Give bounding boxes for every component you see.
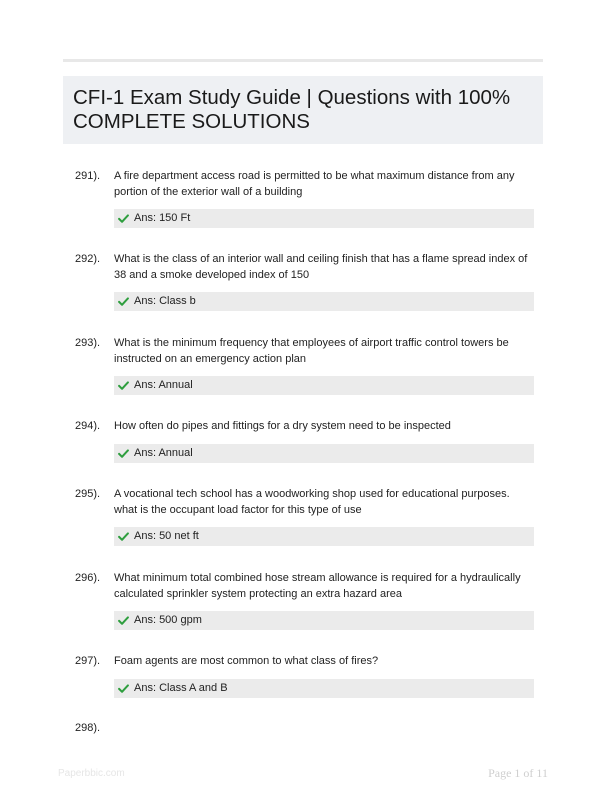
question-number: 293). bbox=[75, 337, 101, 349]
question-text: What is the minimum frequency that employees of airport traffic control towers be instructed on an emergency action plan bbox=[114, 337, 509, 365]
check-icon bbox=[118, 683, 129, 694]
answer-text: Ans: Annual bbox=[134, 447, 193, 459]
answer-box bbox=[114, 209, 534, 228]
question-text: How often do pipes and fittings for a dry system need to be inspected bbox=[114, 420, 451, 432]
check-icon bbox=[118, 380, 129, 391]
check-icon bbox=[118, 448, 129, 459]
answer-box bbox=[114, 444, 534, 463]
question-text: A fire department access road is permitted to be what maximum distance from any portion of the exterior wall of a building bbox=[114, 170, 515, 198]
check-icon bbox=[118, 213, 129, 224]
question-text: What is the class of an interior wall and ceiling finish that has a flame spread index of 38 and a smoke developed index of 150 bbox=[114, 253, 528, 281]
answer-box bbox=[114, 376, 534, 395]
footer-watermark: Paperbbic.com bbox=[58, 768, 125, 779]
question-text: What minimum total combined hose stream allowance is required for a hydraulically calculated sprinkler system protecting an extra hazard area bbox=[114, 572, 521, 600]
answer-text: Ans: 500 gpm bbox=[134, 614, 202, 626]
check-icon bbox=[118, 531, 129, 542]
question-number: 294). bbox=[75, 420, 101, 432]
question-number: 296). bbox=[75, 572, 101, 584]
answer-text: Ans: Class b bbox=[134, 295, 196, 307]
check-icon bbox=[118, 615, 129, 626]
answer-box bbox=[114, 292, 534, 311]
question-number: 298). bbox=[75, 722, 101, 734]
answer-text: Ans: 50 net ft bbox=[134, 530, 199, 542]
question-text: A vocational tech school has a woodworking shop used for educational purposes. what is the occupant load factor for this type of use bbox=[114, 488, 510, 516]
question-number: 297). bbox=[75, 655, 101, 667]
question-text: Foam agents are most common to what class of fires? bbox=[114, 655, 379, 667]
top-divider bbox=[63, 59, 543, 62]
title-banner bbox=[63, 76, 543, 144]
answer-box bbox=[114, 611, 534, 630]
answer-text: Ans: Class A and B bbox=[134, 682, 228, 694]
question-number: 291). bbox=[75, 170, 101, 182]
question-number: 295). bbox=[75, 488, 101, 500]
title-line-1: CFI-1 Exam Study Guide | Questions with 100% bbox=[73, 86, 511, 109]
answer-box bbox=[114, 679, 534, 698]
title-line-2: COMPLETE SOLUTIONS bbox=[73, 110, 310, 133]
check-icon bbox=[118, 296, 129, 307]
page-title bbox=[73, 86, 533, 134]
page-indicator: Page 1 of 11 bbox=[488, 766, 548, 780]
answer-text: Ans: Annual bbox=[134, 379, 193, 391]
answer-text: Ans: 150 Ft bbox=[134, 212, 191, 224]
answer-box bbox=[114, 527, 534, 546]
question-number: 292). bbox=[75, 253, 101, 265]
